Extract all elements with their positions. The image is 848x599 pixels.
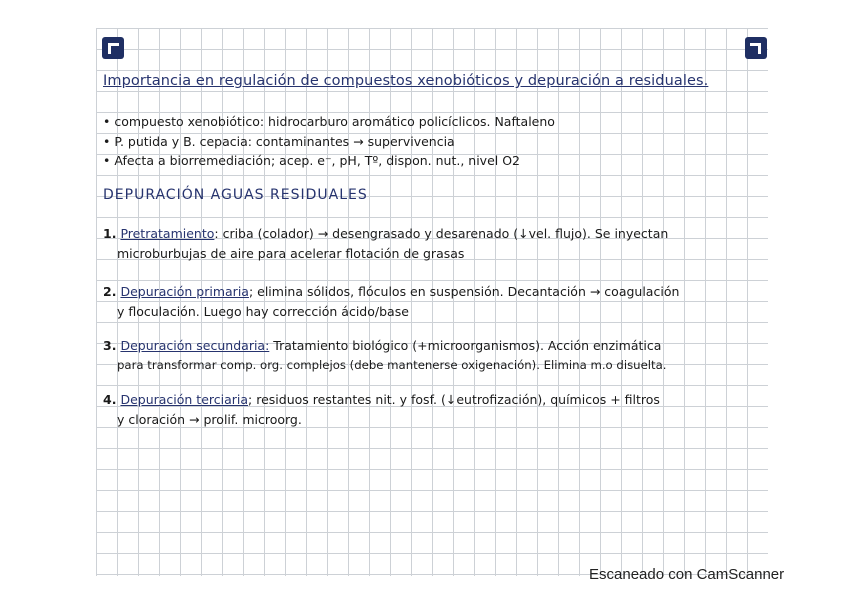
list-item-2 (103, 284, 679, 299)
item-number: 3. (103, 338, 117, 353)
item-label: Depuración terciaria (120, 392, 249, 407)
item-continuation: para transformar comp. org. complejos (debe mantenerse oxigenación). Elimina m.o disuelta. (117, 358, 667, 372)
list-item-4 (103, 392, 660, 407)
page-title: Importancia en regulación de compuestos xenobióticos y depuración a residuales. (103, 73, 709, 89)
item-text: ; elimina sólidos, flóculos en suspensión. Decantación → coagulación (248, 284, 680, 299)
item-label: Depuración primaria (120, 284, 249, 299)
item-label: Pretratamiento (120, 226, 215, 241)
grid-paper (96, 28, 768, 576)
item-text: ; residuos restantes nit. y fosf. (↓eutrofización), químicos + filtros (248, 392, 660, 407)
item-continuation: y cloración → prolif. microorg. (117, 412, 302, 427)
list-item-3 (103, 338, 661, 353)
item-text: : criba (colador) → desengrasado y desarenado (↓vel. flujo). Se inyectan (214, 226, 669, 241)
section-heading: DEPURACIÓN AGUAS RESIDUALES (103, 187, 368, 203)
corner-marker-icon (745, 37, 767, 59)
item-number: 2. (103, 284, 117, 299)
item-continuation: microburbujas de aire para acelerar flotación de grasas (117, 246, 465, 261)
item-text: Tratamiento biológico (+microorganismos). Acción enzimática (269, 338, 662, 353)
bullet-item: • P. putida y B. cepacia: contaminantes → supervivencia (103, 134, 455, 149)
item-label: Depuración secundaria: (120, 338, 270, 353)
corner-marker-icon (102, 37, 124, 59)
item-number: 1. (103, 226, 117, 241)
item-number: 4. (103, 392, 117, 407)
scanner-watermark: Escaneado con CamScanner (589, 566, 785, 583)
list-item-1 (103, 226, 668, 241)
item-continuation: y floculación. Luego hay corrección ácido/base (117, 304, 409, 319)
bullet-item: • compuesto xenobiótico: hidrocarburo aromático policíclicos. Naftaleno (103, 114, 555, 129)
bullet-item: • Afecta a biorremediación; acep. e⁻, pH, Tº, dispon. nut., nivel O2 (103, 153, 520, 168)
